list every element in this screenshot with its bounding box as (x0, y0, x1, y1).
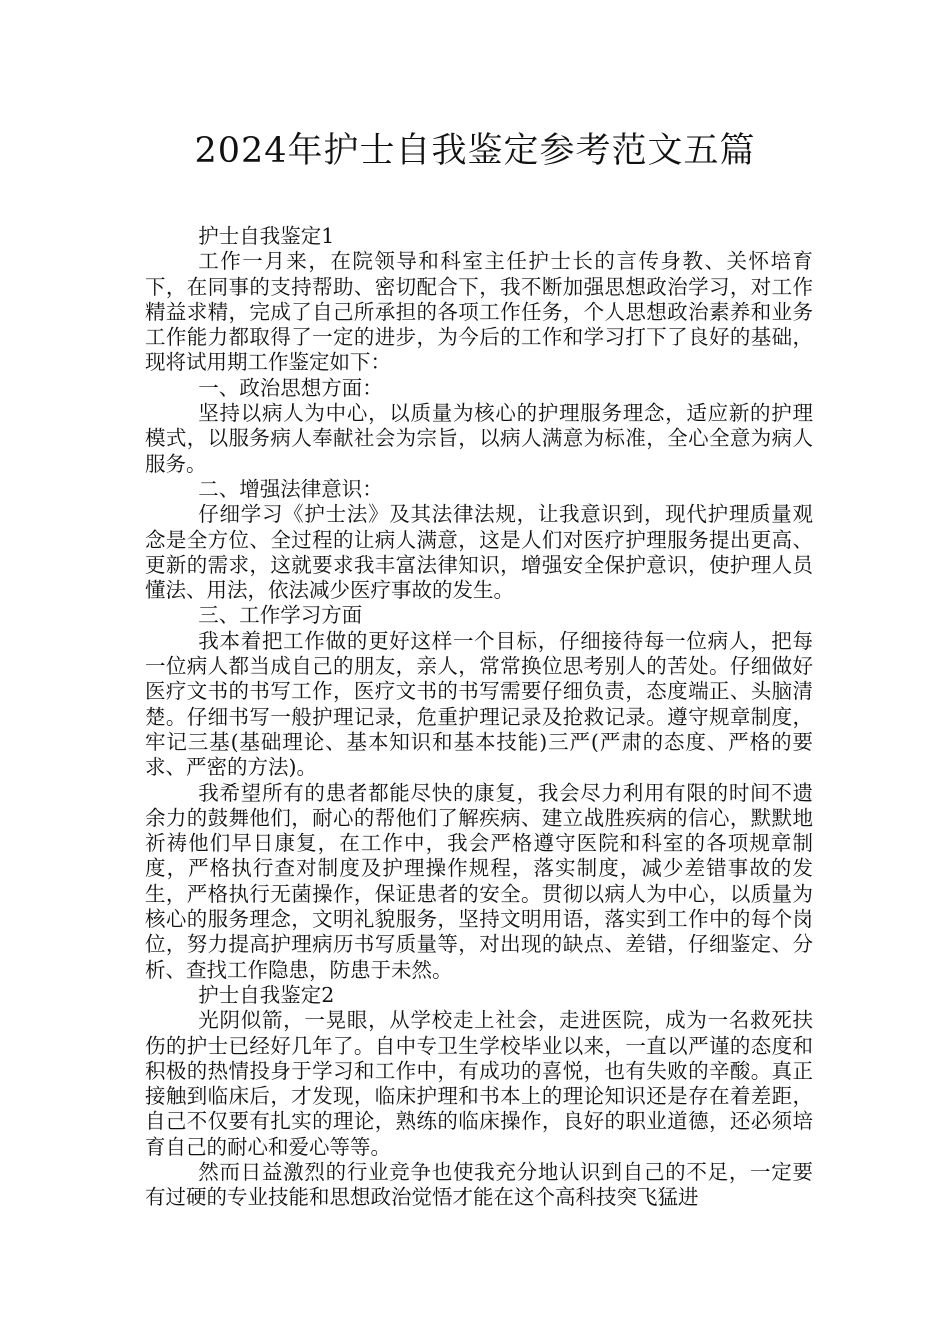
body-paragraph: 光阴似箭，一晃眼，从学校走上社会，走进医院，成为一名救死扶伤的护士已经好几年了。自中专卫生学校毕业以来，一直以严谨的态度和积极的热情投身于学习和工作中，有成功的喜悦，也有失败的辛酸。真正接触到临床后，才发现，临床护理和书本上的理论知识还是存在着差距，自己不仅要有扎实的理论，熟练的临床操作，良好的职业道德，还必须培育自己的耐心和爱心等等。 (145, 1008, 813, 1159)
body-paragraph: 坚持以病人为中心，以质量为核心的护理服务理念，适应新的护理模式，以服务病人奉献社会为宗旨，以病人满意为标准，全心全意为病人服务。 (145, 401, 813, 476)
subsection-heading: 一、政治思想方面： (198, 375, 383, 400)
body-paragraph: 仔细学习《护士法》及其法律法规，让我意识到，现代护理质量观念是全方位、全过程的让病人满意，这是人们对医疗护理服务提出更高、更新的需求，这就要求我丰富法律知识，增强安全保护意识，使护理人员懂法、用法，依法减少医疗事故的发生。 (145, 502, 813, 603)
body-paragraph: 然而日益激烈的行业竞争也使我充分地认识到自己的不足，一定要有过硬的专业技能和思想政治觉悟才能在这个高科技突飞猛进 (145, 1159, 813, 1210)
subsection-heading: 二、增强法律意识： (198, 476, 383, 501)
subsection-heading: 三、工作学习方面 (198, 603, 363, 628)
body-paragraph: 我希望所有的患者都能尽快的康复，我会尽力利用有限的时间不遗余力的鼓舞他们，耐心的帮他们了解疾病、建立战胜疾病的信心，默默地祈祷他们早日康复，在工作中，我会严格遵守医院和科室的各项规章制度，严格执行查对制度及护理操作规程，落实制度，减少差错事故的发生，严格执行无菌操作，保证患者的安全。贯彻以病人为中心，以质量为核心的服务理念，文明礼貌服务，坚持文明用语，落实到工作中的每个岗位，努力提高护理病历书写质量等，对出现的缺点、差错，仔细鉴定、分析、查找工作隐患，防患于未然。 (145, 780, 813, 982)
body-paragraph: 我本着把工作做的更好这样一个目标，仔细接待每一位病人，把每一位病人都当成自己的朋友，亲人，常常换位思考别人的苦处。仔细做好医疗文书的书写工作，医疗文书的书写需要仔细负责，态度端正、头脑清楚。仔细书写一般护理记录，危重护理记录及抢救记录。遵守规章制度，牢记三基(基础理论、基本知识和基本技能)三严(严肃的态度、严格的要求、严密的方法)。 (145, 628, 813, 780)
section-heading: 护士自我鉴定2 (198, 982, 335, 1007)
document-body (145, 224, 813, 1211)
body-paragraph: 工作一月来，在院领导和科室主任护士长的言传身教、关怀培育下，在同事的支持帮助、密切配合下，我不断加强思想政治学习，对工作精益求精，完成了自己所承担的各项工作任务，个人思想政治素养和业务工作能力都取得了一定的进步，为今后的工作和学习打下了良好的基础，现将试用期工作鉴定如下： (145, 249, 813, 375)
section-heading: 护士自我鉴定1 (198, 224, 335, 248)
document-title: 2024年护士自我鉴定参考范文五篇 (194, 131, 756, 171)
